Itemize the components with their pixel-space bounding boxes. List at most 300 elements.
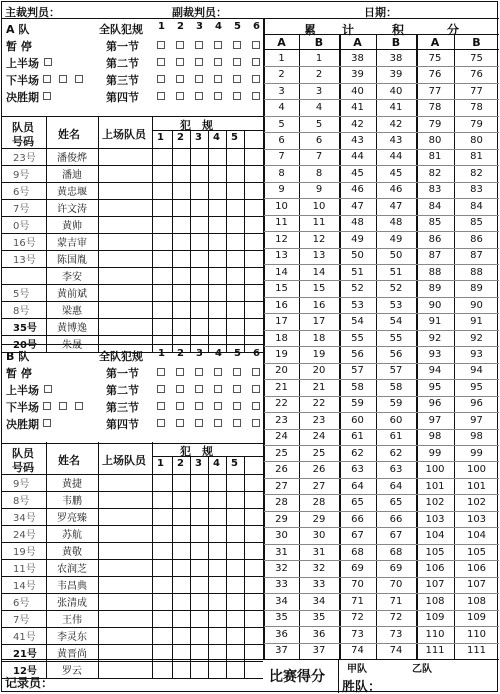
- score-point-b[interactable]: 77: [470, 85, 483, 97]
- score-point-a[interactable]: 83: [428, 184, 442, 196]
- score-point-a[interactable]: 44: [351, 151, 364, 163]
- score-point-b[interactable]: 80: [470, 135, 483, 147]
- score-point-a[interactable]: 99: [428, 447, 442, 459]
- score-point-b[interactable]: 74: [389, 645, 403, 657]
- timeout-checkbox[interactable]: [43, 419, 51, 427]
- score-point-b[interactable]: 59: [389, 398, 403, 410]
- player-number: 5号: [13, 289, 30, 300]
- score-point-a[interactable]: 24: [275, 431, 288, 443]
- score-point-a[interactable]: 16: [275, 299, 288, 311]
- score-point-b[interactable]: 96: [470, 398, 483, 410]
- team-foul-checkbox[interactable]: [176, 75, 184, 83]
- score-point-a[interactable]: 61: [351, 431, 364, 443]
- score-point-a[interactable]: 19: [275, 348, 288, 360]
- score-point-b[interactable]: 17: [312, 316, 326, 328]
- score-point-b[interactable]: 13: [312, 250, 326, 262]
- timeout-checkbox[interactable]: [43, 92, 51, 100]
- team-foul-checkbox[interactable]: [157, 41, 165, 49]
- score-point-b[interactable]: 9: [315, 184, 323, 196]
- score-point-a[interactable]: 25: [275, 447, 288, 459]
- score-point-a[interactable]: 100: [425, 464, 445, 476]
- score-point-a[interactable]: 91: [428, 316, 442, 328]
- score-point-a[interactable]: 13: [275, 250, 288, 262]
- team-foul-checkbox[interactable]: [233, 75, 241, 83]
- score-point-b[interactable]: 35: [312, 612, 326, 624]
- score-point-b[interactable]: 66: [389, 513, 403, 525]
- score-point-b[interactable]: 88: [470, 266, 483, 278]
- score-point-a[interactable]: 56: [351, 348, 364, 360]
- score-point-a[interactable]: 87: [428, 250, 442, 262]
- table-row: [2, 165, 263, 166]
- team-foul-checkbox[interactable]: [233, 419, 241, 427]
- player-name: 陈国胤: [57, 255, 87, 266]
- score-point-b[interactable]: 60: [389, 414, 403, 426]
- score-point-a[interactable]: 74: [351, 645, 364, 657]
- score-point-b[interactable]: 27: [312, 480, 326, 492]
- team-foul-checkbox[interactable]: [214, 75, 222, 83]
- team-foul-checkbox[interactable]: [214, 92, 222, 100]
- score-point-a[interactable]: 84: [428, 200, 442, 212]
- score-point-b[interactable]: 47: [389, 200, 403, 212]
- team-foul-checkbox[interactable]: [214, 368, 222, 376]
- score-point-a[interactable]: 6: [278, 135, 285, 147]
- score-point-a[interactable]: 48: [351, 217, 364, 229]
- score-point-b[interactable]: 87: [470, 250, 483, 262]
- score-point-a[interactable]: 54: [351, 316, 364, 328]
- score-point-a[interactable]: 65: [351, 497, 364, 509]
- player-number: 34号: [13, 513, 36, 524]
- score-point-b[interactable]: 91: [470, 316, 483, 328]
- team-foul-checkbox[interactable]: [214, 402, 222, 410]
- score-point-b[interactable]: 106: [466, 562, 487, 574]
- score-point-a[interactable]: 80: [428, 135, 442, 147]
- score-point-b[interactable]: 89: [470, 283, 483, 295]
- score-point-b[interactable]: 8: [315, 167, 323, 179]
- team-foul-checkbox[interactable]: [195, 402, 203, 410]
- player-no-header-1: 队员: [12, 447, 34, 460]
- score-point-a[interactable]: 93: [428, 348, 442, 360]
- score-point-a[interactable]: 27: [275, 480, 288, 492]
- score-point-a[interactable]: 75: [428, 52, 442, 64]
- score-point-b[interactable]: 7: [315, 151, 323, 163]
- score-point-b[interactable]: 68: [389, 546, 403, 558]
- team-foul-checkbox[interactable]: [176, 419, 184, 427]
- team-foul-checkbox[interactable]: [157, 92, 165, 100]
- timeouts-label: 暂 停: [6, 367, 32, 380]
- score-point-b[interactable]: 16: [312, 299, 326, 311]
- score-point-a[interactable]: 53: [351, 299, 364, 311]
- score-point-b[interactable]: 2: [315, 69, 323, 81]
- score-point-a[interactable]: 12: [275, 233, 288, 245]
- score-point-b[interactable]: 46: [389, 184, 403, 196]
- team-foul-checkbox[interactable]: [195, 75, 203, 83]
- timeout-checkbox[interactable]: [43, 402, 51, 410]
- score-point-a[interactable]: 22: [275, 398, 288, 410]
- score-point-b[interactable]: 76: [470, 69, 483, 81]
- team-foul-number: 2: [177, 348, 184, 359]
- score-point-b[interactable]: 71: [389, 595, 403, 607]
- score-point-a[interactable]: 36: [275, 628, 288, 640]
- score-point-a[interactable]: 68: [351, 546, 364, 558]
- team-foul-checkbox[interactable]: [233, 385, 241, 393]
- score-point-a[interactable]: 5: [278, 118, 285, 130]
- score-point-b[interactable]: 14: [312, 266, 326, 278]
- score-point-b[interactable]: 110: [466, 628, 487, 640]
- score-point-a[interactable]: 41: [351, 102, 364, 114]
- score-point-a[interactable]: 111: [425, 645, 445, 657]
- score-point-a[interactable]: 107: [425, 579, 445, 591]
- score-point-a[interactable]: 90: [428, 299, 442, 311]
- score-point-b[interactable]: 39: [389, 69, 403, 81]
- first-half-label: 上半场: [6, 384, 39, 397]
- team-foul-checkbox[interactable]: [252, 58, 260, 66]
- score-point-a[interactable]: 62: [351, 447, 364, 459]
- score-point-b[interactable]: 109: [466, 612, 487, 624]
- score-point-a[interactable]: 21: [275, 381, 288, 393]
- score-point-a[interactable]: 78: [428, 102, 442, 114]
- team-foul-checkbox[interactable]: [252, 41, 260, 49]
- score-point-b[interactable]: 20: [312, 365, 326, 377]
- score-point-b[interactable]: 28: [312, 497, 326, 509]
- score-point-a[interactable]: 3: [278, 85, 285, 97]
- score-point-a[interactable]: 85: [428, 217, 442, 229]
- score-point-a[interactable]: 104: [425, 530, 445, 542]
- score-point-a[interactable]: 45: [351, 167, 364, 179]
- score-point-a[interactable]: 102: [425, 497, 445, 509]
- score-point-b[interactable]: 15: [312, 283, 326, 295]
- score-point-a[interactable]: 82: [428, 167, 442, 179]
- team-foul-checkbox[interactable]: [195, 419, 203, 427]
- score-point-b[interactable]: 51: [389, 266, 403, 278]
- score-point-a[interactable]: 95: [428, 381, 442, 393]
- score-point-b[interactable]: 83: [470, 184, 483, 196]
- score-point-b[interactable]: 6: [315, 135, 323, 147]
- team-foul-checkbox[interactable]: [176, 368, 184, 376]
- score-point-a[interactable]: 8: [278, 167, 285, 179]
- score-point-a[interactable]: 30: [275, 530, 288, 542]
- score-point-b[interactable]: 63: [389, 464, 403, 476]
- table-row: [2, 491, 263, 492]
- score-point-b[interactable]: 62: [389, 447, 403, 459]
- score-point-b[interactable]: 18: [312, 332, 326, 344]
- score-point-b[interactable]: 101: [466, 480, 487, 492]
- score-point-a[interactable]: 86: [428, 233, 442, 245]
- score-point-a[interactable]: 69: [351, 562, 364, 574]
- timeout-checkbox[interactable]: [75, 75, 83, 83]
- team-foul-checkbox[interactable]: [214, 385, 222, 393]
- score-point-a[interactable]: 94: [428, 365, 442, 377]
- team-foul-checkbox[interactable]: [195, 385, 203, 393]
- score-point-a[interactable]: 23: [275, 414, 288, 426]
- score-point-b[interactable]: 69: [389, 562, 403, 574]
- score-point-b[interactable]: 86: [470, 233, 483, 245]
- score-point-b[interactable]: 12: [312, 233, 326, 245]
- score-point-b[interactable]: 111: [466, 645, 487, 657]
- score-point-b[interactable]: 23: [312, 414, 326, 426]
- score-point-b[interactable]: 54: [389, 316, 403, 328]
- score-point-b[interactable]: 37: [312, 645, 326, 657]
- team-foul-checkbox[interactable]: [157, 75, 165, 83]
- score-point-a[interactable]: 73: [351, 628, 364, 640]
- team-foul-checkbox[interactable]: [233, 92, 241, 100]
- score-point-a[interactable]: 77: [428, 85, 442, 97]
- team-foul-checkbox[interactable]: [195, 368, 203, 376]
- team-foul-checkbox[interactable]: [252, 402, 260, 410]
- score-point-a[interactable]: 81: [428, 151, 442, 163]
- score-point-b[interactable]: 104: [466, 530, 487, 542]
- score-point-b[interactable]: 79: [470, 118, 483, 130]
- score-point-a[interactable]: 17: [275, 316, 288, 328]
- score-point-a[interactable]: 46: [351, 184, 364, 196]
- team-foul-checkbox[interactable]: [157, 402, 165, 410]
- score-point-b[interactable]: 55: [389, 332, 403, 344]
- score-point-a[interactable]: 55: [351, 332, 364, 344]
- score-point-a[interactable]: 72: [351, 612, 364, 624]
- score-point-a[interactable]: 11: [275, 217, 288, 229]
- score-point-a[interactable]: 51: [351, 266, 364, 278]
- score-point-a[interactable]: 92: [428, 332, 442, 344]
- team-foul-checkbox[interactable]: [176, 41, 184, 49]
- score-point-b[interactable]: 19: [312, 348, 326, 360]
- score-point-b[interactable]: 30: [312, 530, 326, 542]
- score-point-b[interactable]: 45: [389, 167, 403, 179]
- score-point-b[interactable]: 97: [470, 414, 483, 426]
- team-foul-checkbox[interactable]: [233, 41, 241, 49]
- score-point-b[interactable]: 49: [389, 233, 403, 245]
- score-point-b[interactable]: 99: [470, 447, 483, 459]
- score-point-b[interactable]: 56: [389, 348, 403, 360]
- score-point-a[interactable]: 110: [425, 628, 445, 640]
- score-point-a[interactable]: 9: [278, 184, 285, 196]
- score-point-b[interactable]: 48: [389, 217, 403, 229]
- score-point-b[interactable]: 34: [312, 595, 326, 607]
- score-point-a[interactable]: 26: [275, 464, 288, 476]
- score-point-a[interactable]: 33: [275, 579, 288, 591]
- score-point-a[interactable]: 7: [278, 151, 285, 163]
- foul-column-number: 5: [231, 132, 238, 143]
- score-point-b[interactable]: 38: [389, 52, 403, 64]
- team-foul-checkbox[interactable]: [195, 92, 203, 100]
- team-foul-checkbox[interactable]: [214, 58, 222, 66]
- score-point-a[interactable]: 49: [351, 233, 364, 245]
- score-point-a[interactable]: 42: [351, 118, 364, 130]
- score-point-a[interactable]: 64: [351, 480, 364, 492]
- score-point-a[interactable]: 71: [351, 595, 364, 607]
- score-point-b[interactable]: 43: [389, 135, 403, 147]
- score-point-a[interactable]: 97: [428, 414, 442, 426]
- score-point-b[interactable]: 11: [312, 217, 326, 229]
- score-point-a[interactable]: 58: [351, 381, 364, 393]
- player-name: 韦昌典: [57, 581, 87, 592]
- score-point-b[interactable]: 24: [312, 431, 326, 443]
- score-point-b[interactable]: 95: [470, 381, 483, 393]
- score-point-a[interactable]: 88: [428, 266, 442, 278]
- score-point-a[interactable]: 18: [275, 332, 288, 344]
- score-point-b[interactable]: 22: [312, 398, 326, 410]
- score-point-a[interactable]: 34: [275, 595, 288, 607]
- team-foul-checkbox[interactable]: [157, 385, 165, 393]
- score-point-b[interactable]: 1: [315, 52, 323, 64]
- score-point-b[interactable]: 85: [470, 217, 483, 229]
- score-point-a[interactable]: 39: [351, 69, 364, 81]
- score-point-a[interactable]: 31: [275, 546, 288, 558]
- score-point-a[interactable]: 43: [351, 135, 364, 147]
- score-point-b[interactable]: 33: [312, 579, 326, 591]
- score-point-b[interactable]: 50: [389, 250, 403, 262]
- score-point-b[interactable]: 103: [466, 513, 487, 525]
- score-point-a[interactable]: 14: [275, 266, 288, 278]
- score-point-a[interactable]: 60: [351, 414, 364, 426]
- team-foul-checkbox[interactable]: [233, 402, 241, 410]
- score-point-a[interactable]: 28: [275, 497, 288, 509]
- score-point-a[interactable]: 59: [351, 398, 364, 410]
- timeout-checkbox[interactable]: [44, 385, 52, 393]
- team-foul-checkbox[interactable]: [176, 58, 184, 66]
- score-point-b[interactable]: 72: [389, 612, 403, 624]
- score-point-a[interactable]: 47: [351, 200, 364, 212]
- score-point-b[interactable]: 21: [312, 381, 326, 393]
- score-point-a[interactable]: 89: [428, 283, 442, 295]
- score-point-b[interactable]: 25: [312, 447, 326, 459]
- score-point-a[interactable]: 52: [351, 283, 364, 295]
- score-point-a[interactable]: 57: [351, 365, 364, 377]
- team-foul-checkbox[interactable]: [157, 58, 165, 66]
- score-point-b[interactable]: 53: [389, 299, 403, 311]
- score-point-a[interactable]: 105: [425, 546, 445, 558]
- player-name: 罗云: [62, 666, 82, 677]
- team-foul-checkbox[interactable]: [176, 385, 184, 393]
- score-point-b[interactable]: 90: [470, 299, 483, 311]
- score-point-b[interactable]: 75: [470, 52, 483, 64]
- timeout-checkbox[interactable]: [59, 75, 67, 83]
- team-foul-checkbox[interactable]: [195, 41, 203, 49]
- score-point-a[interactable]: 108: [425, 595, 445, 607]
- score-point-a[interactable]: 38: [351, 52, 364, 64]
- team-foul-checkbox[interactable]: [252, 385, 260, 393]
- score-point-a[interactable]: 103: [425, 513, 445, 525]
- score-point-b[interactable]: 81: [470, 151, 483, 163]
- score-point-b[interactable]: 32: [312, 562, 326, 574]
- score-point-a[interactable]: 79: [428, 118, 442, 130]
- score-point-a[interactable]: 50: [351, 250, 364, 262]
- score-point-b[interactable]: 105: [466, 546, 487, 558]
- score-point-b[interactable]: 44: [389, 151, 403, 163]
- player-name: 蒙吉审: [57, 238, 87, 249]
- score-point-a[interactable]: 35: [275, 612, 288, 624]
- score-point-b[interactable]: 67: [389, 530, 403, 542]
- score-point-b[interactable]: 94: [470, 365, 483, 377]
- team-foul-checkbox[interactable]: [252, 92, 260, 100]
- team-foul-checkbox[interactable]: [214, 419, 222, 427]
- score-point-b[interactable]: 70: [389, 579, 403, 591]
- timeout-checkbox[interactable]: [75, 402, 83, 410]
- score-point-b[interactable]: 3: [315, 85, 323, 97]
- score-point-b[interactable]: 4: [315, 102, 323, 114]
- score-point-b[interactable]: 98: [470, 431, 483, 443]
- score-point-b[interactable]: 52: [389, 283, 403, 295]
- score-point-b[interactable]: 58: [389, 381, 403, 393]
- score-point-b[interactable]: 41: [389, 102, 403, 114]
- period-label: 第一节: [106, 367, 139, 380]
- score-point-b[interactable]: 31: [312, 546, 326, 558]
- score-point-b[interactable]: 78: [470, 102, 483, 114]
- player-number: 11号: [13, 564, 36, 575]
- score-point-a[interactable]: 96: [428, 398, 442, 410]
- score-point-b[interactable]: 100: [466, 464, 487, 476]
- score-point-a[interactable]: 20: [275, 365, 288, 377]
- score-point-b[interactable]: 5: [315, 118, 323, 130]
- score-point-b[interactable]: 61: [389, 431, 403, 443]
- team-foul-checkbox[interactable]: [252, 75, 260, 83]
- score-point-b[interactable]: 64: [389, 480, 403, 492]
- score-point-b[interactable]: 57: [389, 365, 403, 377]
- timeout-checkbox[interactable]: [44, 58, 52, 66]
- team-foul-checkbox[interactable]: [214, 41, 222, 49]
- score-point-a[interactable]: 15: [275, 283, 288, 295]
- score-point-a[interactable]: 4: [278, 102, 285, 114]
- player-number: 7号: [13, 615, 30, 626]
- score-point-a[interactable]: 67: [351, 530, 364, 542]
- score-point-a[interactable]: 98: [428, 431, 442, 443]
- score-point-a[interactable]: 10: [275, 200, 288, 212]
- score-point-b[interactable]: 29: [312, 513, 326, 525]
- timeout-checkbox[interactable]: [43, 75, 51, 83]
- score-point-a[interactable]: 32: [275, 562, 288, 574]
- timeout-checkbox[interactable]: [59, 402, 67, 410]
- score-point-a[interactable]: 76: [428, 69, 442, 81]
- score-point-b[interactable]: 26: [312, 464, 326, 476]
- score-point-b[interactable]: 92: [470, 332, 483, 344]
- score-point-b[interactable]: 40: [389, 85, 403, 97]
- score-point-b[interactable]: 42: [389, 118, 403, 130]
- score-point-a[interactable]: 106: [425, 562, 445, 574]
- score-point-a[interactable]: 70: [351, 579, 364, 591]
- team-foul-checkbox[interactable]: [252, 419, 260, 427]
- score-point-b[interactable]: 36: [312, 628, 326, 640]
- team-a-column-header: A: [353, 35, 362, 49]
- score-point-a[interactable]: 1: [278, 52, 285, 64]
- team-foul-checkbox[interactable]: [176, 92, 184, 100]
- team-foul-checkbox[interactable]: [157, 368, 165, 376]
- team-foul-checkbox[interactable]: [195, 58, 203, 66]
- player-number: 20号: [13, 340, 37, 351]
- team-foul-checkbox[interactable]: [233, 368, 241, 376]
- score-point-a[interactable]: 40: [351, 85, 364, 97]
- score-point-b[interactable]: 10: [312, 200, 326, 212]
- score-point-b[interactable]: 108: [466, 595, 487, 607]
- team-foul-checkbox[interactable]: [233, 58, 241, 66]
- score-point-a[interactable]: 109: [425, 612, 445, 624]
- score-point-b[interactable]: 84: [470, 200, 483, 212]
- team-foul-checkbox[interactable]: [176, 402, 184, 410]
- score-point-a[interactable]: 63: [351, 464, 364, 476]
- score-point-a[interactable]: 101: [425, 480, 445, 492]
- score-point-b[interactable]: 65: [389, 497, 403, 509]
- score-point-a[interactable]: 2: [278, 69, 285, 81]
- score-point-b[interactable]: 73: [389, 628, 403, 640]
- score-point-a[interactable]: 66: [351, 513, 364, 525]
- score-point-b[interactable]: 93: [470, 348, 483, 360]
- team-foul-checkbox[interactable]: [252, 368, 260, 376]
- score-point-a[interactable]: 29: [275, 513, 288, 525]
- score-point-b[interactable]: 102: [466, 497, 487, 509]
- score-point-b[interactable]: 107: [466, 579, 487, 591]
- header-row: [2, 2, 499, 19]
- foul-column-number: 4: [213, 458, 220, 469]
- score-point-a[interactable]: 37: [275, 645, 288, 657]
- team-foul-checkbox[interactable]: [157, 419, 165, 427]
- score-point-b[interactable]: 82: [470, 167, 483, 179]
